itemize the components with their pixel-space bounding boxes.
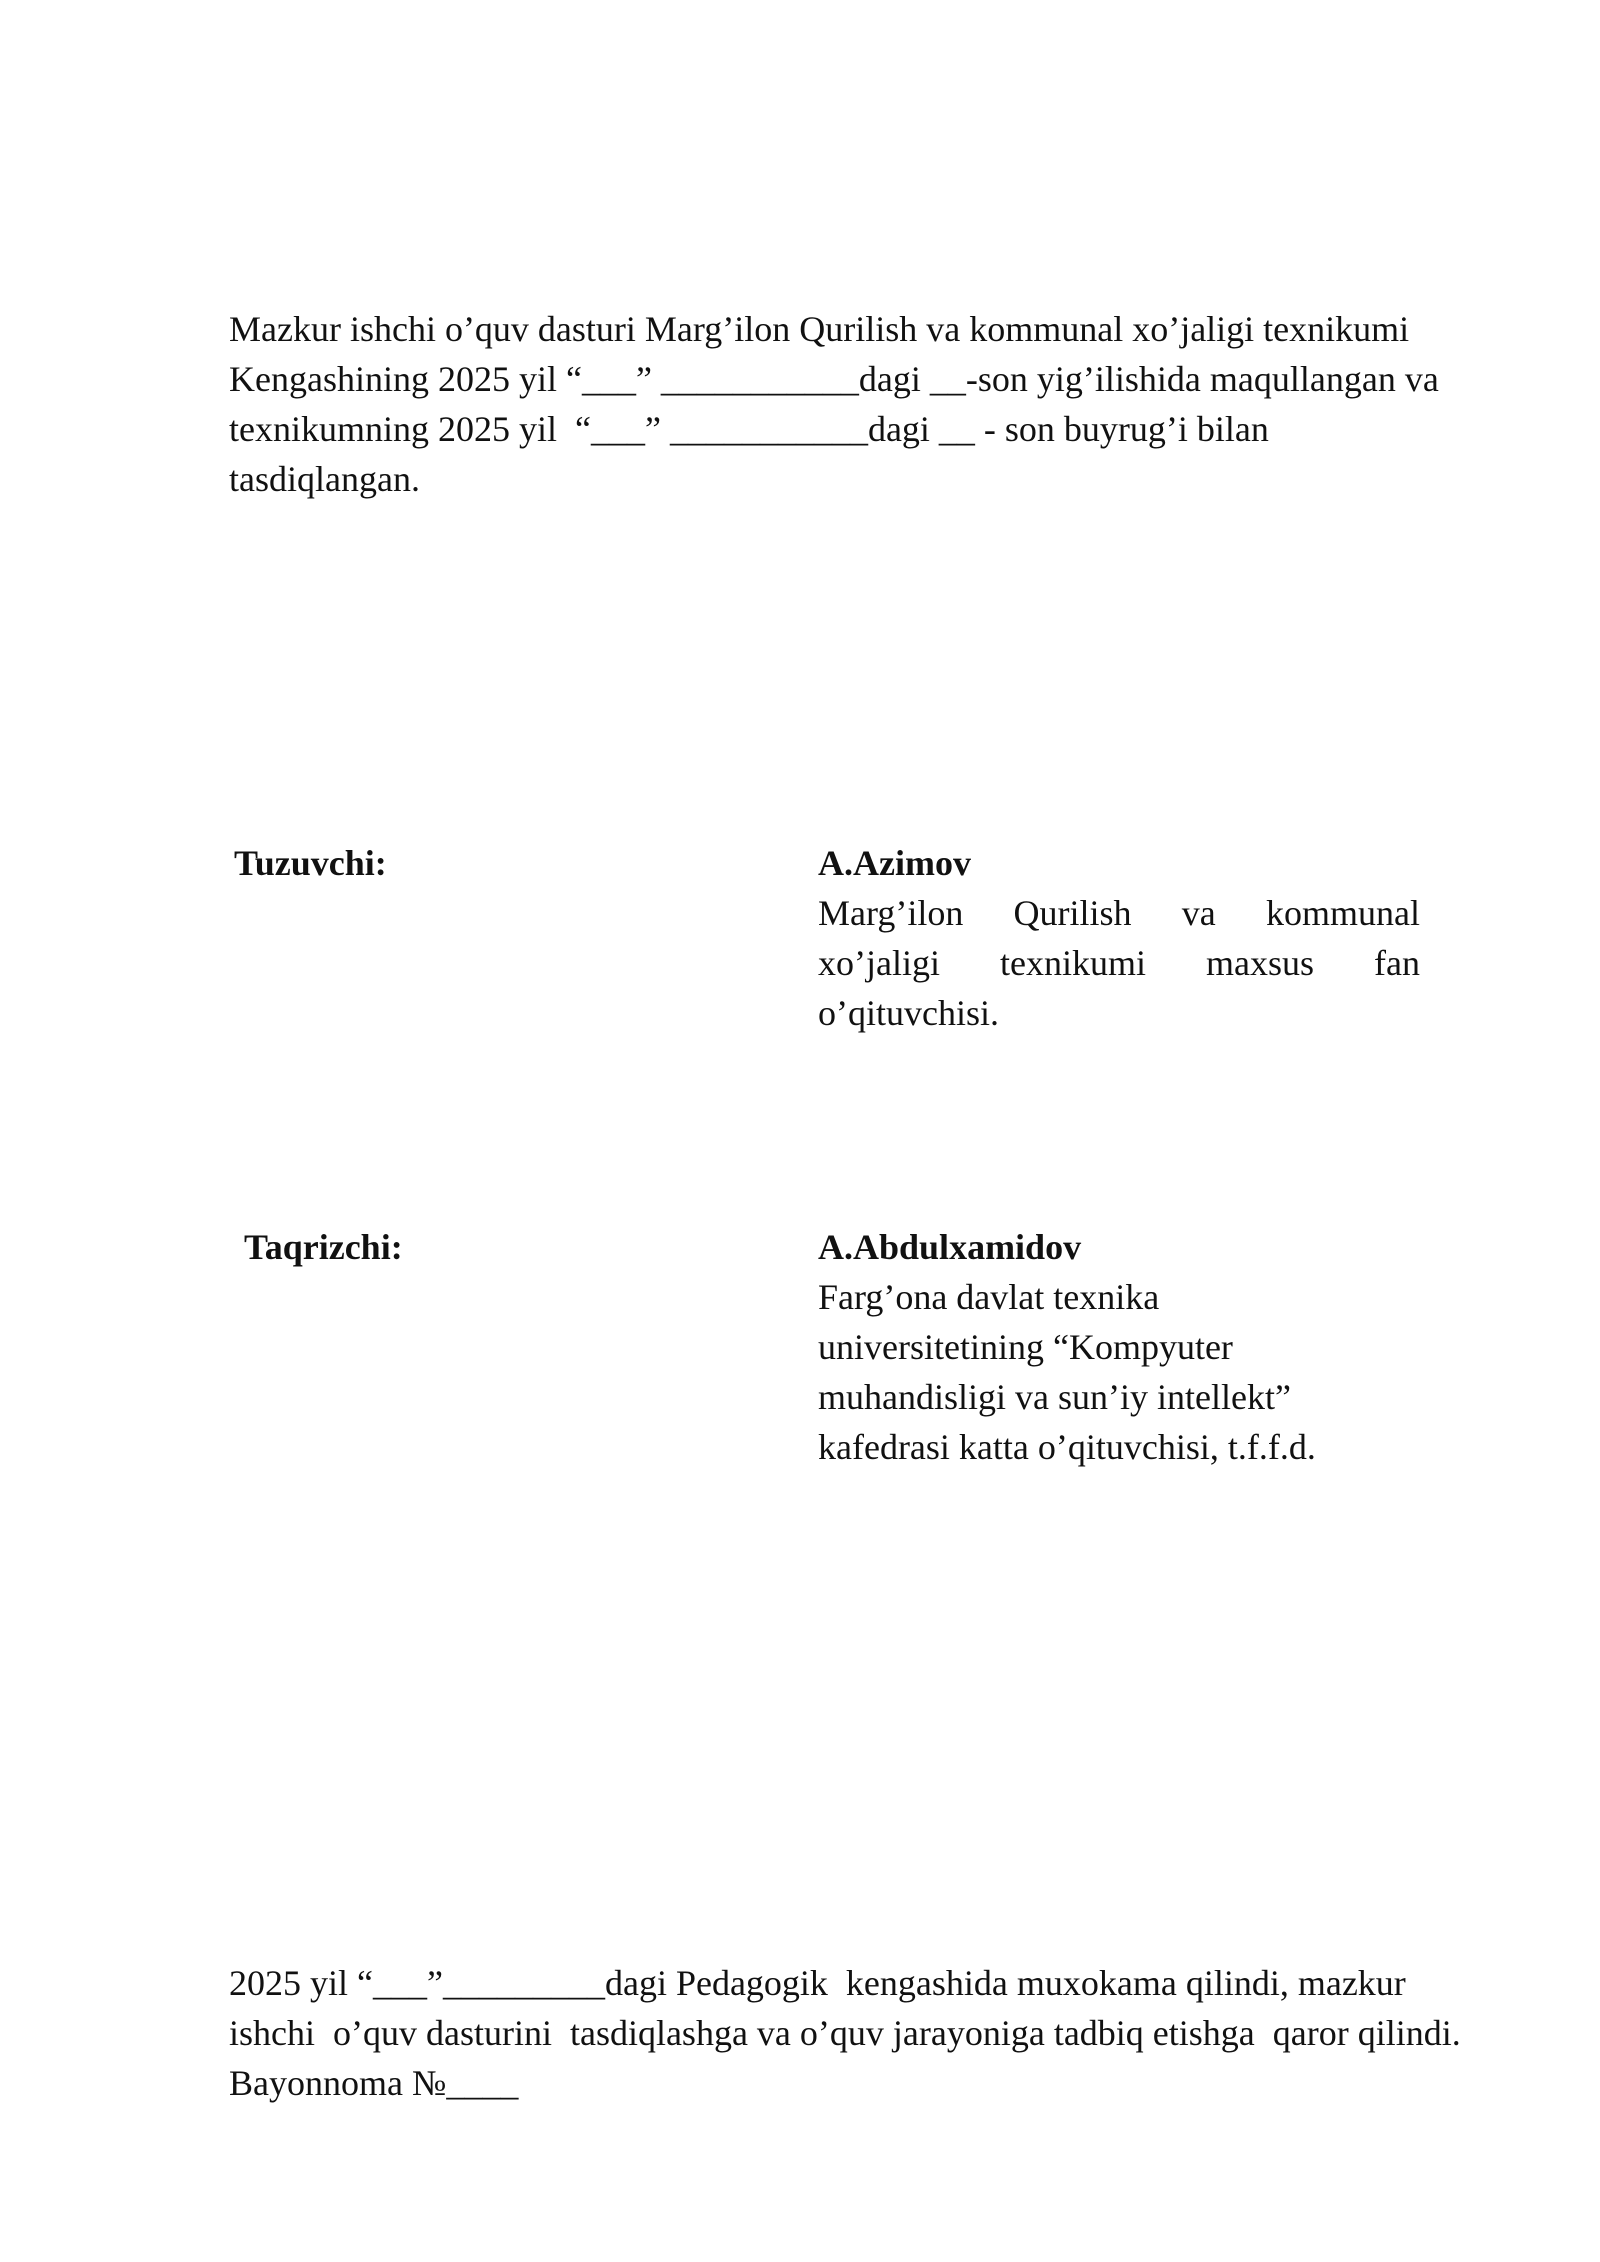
reviewer-description-line: kafedrasi katta o’qituvchisi, t.f.f.d. (818, 1427, 1316, 1467)
reviewer-description-line: muhandisligi va sun’iy intellekt” (818, 1377, 1291, 1417)
author-description-line (818, 988, 1420, 1038)
reviewer-name: A.Abdulxamidov (818, 1227, 1082, 1267)
approval-line: tasdiqlangan. (229, 459, 420, 499)
approval-line: Kengashining 2025 yil “___” ___________dagi __-son yig’ilishida maqullangan va (229, 359, 1439, 399)
reviewer-role-label: Taqrizchi: (244, 1227, 403, 1267)
author-description-word: fan (1374, 943, 1420, 983)
council-paragraph (229, 1958, 1569, 2108)
reviewer-description-line: universitetining “Kompyuter (818, 1327, 1233, 1367)
author-description-word: va (1181, 893, 1216, 933)
council-line: 2025 yil “___”_________dagi Pedagogik kengashida muxokama qilindi, mazkur (229, 1963, 1406, 2003)
council-line: Bayonnoma №____ (229, 2063, 519, 2103)
author-description-word: Marg’ilon (818, 893, 964, 933)
council-line: ishchi o’quv dasturini tasdiqlashga va o’quv jarayoniga tadbiq etishga qaror qilindi. (229, 2013, 1461, 2053)
approval-line: texnikumning 2025 yil “___” ___________dagi __ - son buyrug’i bilan (229, 409, 1269, 449)
approval-line: Mazkur ishchi o’quv dasturi Marg’ilon Qurilish va kommunal xo’jaligi texnikumi (229, 309, 1410, 349)
approval-paragraph (229, 304, 1529, 504)
author-block (818, 838, 1420, 1038)
author-description-word: Qurilish (1013, 893, 1132, 933)
author-description-word: texnikumi (1000, 943, 1146, 983)
author-description-word: xo’jaligi (818, 943, 940, 983)
author-name: A.Azimov (818, 843, 971, 883)
author-description-word: maxsus (1206, 943, 1315, 983)
author-description-line (818, 938, 1420, 988)
author-description (818, 888, 1420, 1038)
reviewer-block (818, 1222, 1420, 1472)
reviewer-description (818, 1272, 1420, 1472)
reviewer-description-line: Farg’ona davlat texnika (818, 1277, 1160, 1317)
author-description-word: o’qituvchisi. (818, 993, 999, 1033)
author-description-line (818, 888, 1420, 938)
author-description-word: kommunal (1265, 893, 1420, 933)
author-role-label: Tuzuvchi: (234, 843, 387, 883)
